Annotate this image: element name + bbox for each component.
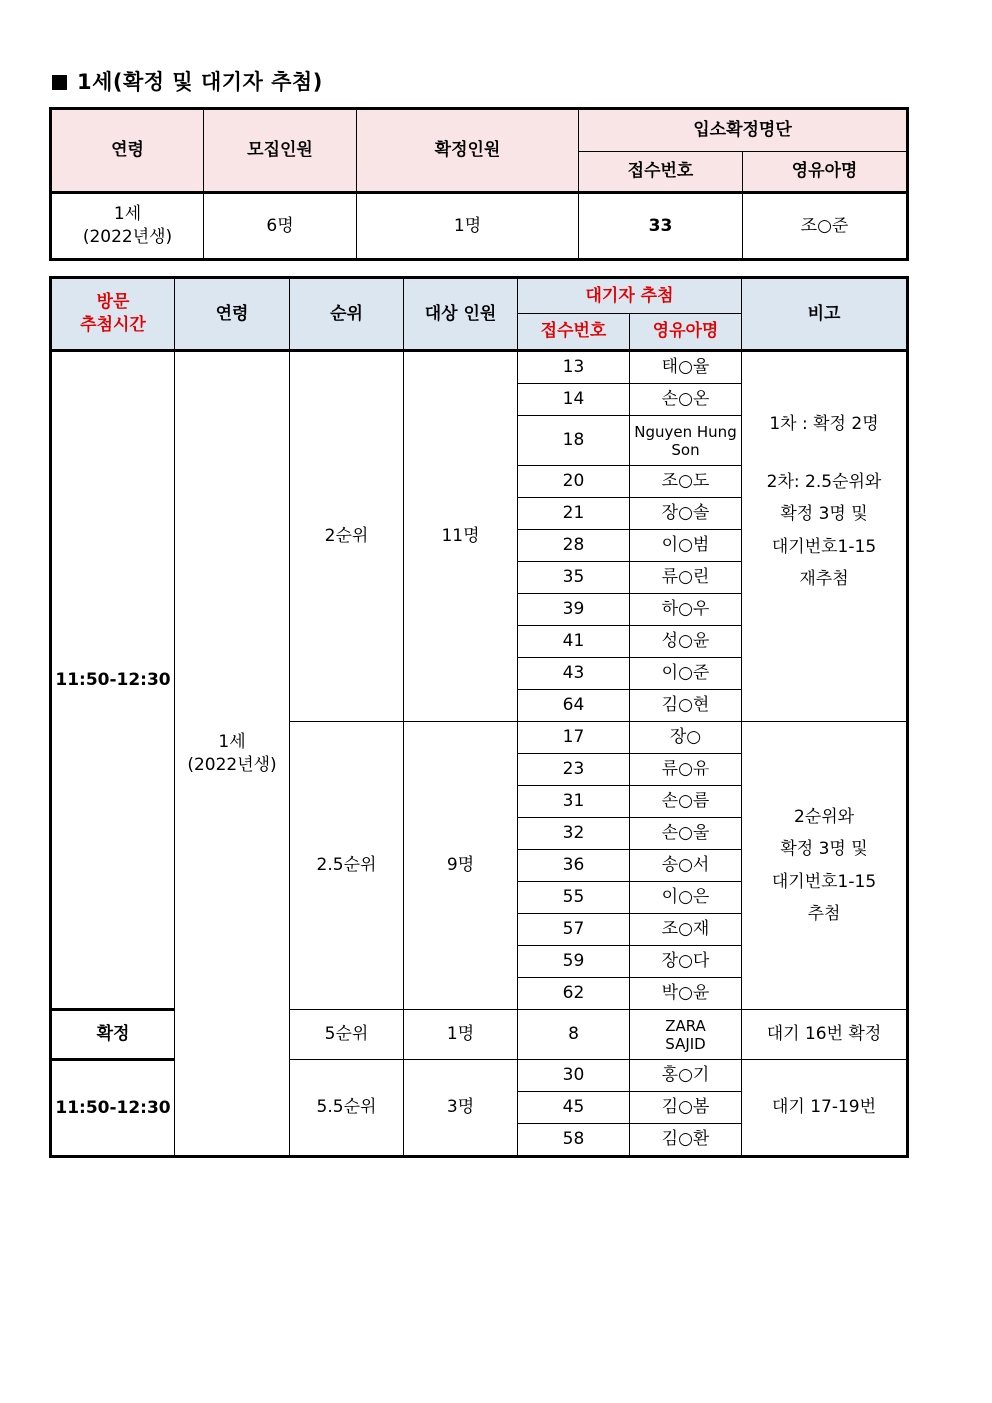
reg-no-cell: 18: [518, 416, 630, 466]
rank-cell: 2순위: [290, 351, 404, 722]
section-heading-text: 1세(확정 및 대기자 추첨): [77, 70, 323, 94]
visit-line2: 추첨시간: [80, 315, 146, 335]
target-cell: 1명: [404, 1010, 518, 1060]
header-admission-list: 입소확정명단: [579, 109, 908, 152]
reg-no-cell: 59: [518, 946, 630, 978]
reg-no-cell: 41: [518, 626, 630, 658]
child-cell: 류○린: [630, 562, 742, 594]
waitlist-draw-table: [49, 276, 909, 1158]
header-age: 연령: [51, 109, 204, 193]
admission-summary-table: [49, 107, 909, 261]
reg-no-cell: 28: [518, 530, 630, 562]
child-name-line2: SAJID: [665, 1034, 706, 1053]
note-line2: 확정 3명 및: [780, 839, 868, 860]
age-line1: 1세: [218, 731, 246, 752]
header-recruit: 모집인원: [204, 109, 357, 193]
child-cell: 성○윤: [630, 626, 742, 658]
reg-no-cell: 62: [518, 978, 630, 1010]
confirmed-cell: 1명: [357, 193, 579, 260]
header-visit-time: [51, 278, 175, 351]
rank-cell: 2.5순위: [290, 722, 404, 1010]
note-cell: 대기 17-19번: [742, 1060, 908, 1157]
header-child: 영유아명: [630, 314, 742, 351]
child-name-line1: ZARA: [665, 1016, 706, 1035]
child-cell: 김○현: [630, 690, 742, 722]
reg-no-cell: 31: [518, 786, 630, 818]
section-heading: [52, 66, 323, 96]
reg-no-cell: 57: [518, 914, 630, 946]
child-cell: 하○우: [630, 594, 742, 626]
child-cell: [630, 1010, 742, 1060]
visit-time-cell: 11:50-12:30: [51, 351, 175, 1010]
age-line2: (2022년생): [82, 227, 173, 247]
header-rank: 순위: [290, 278, 404, 351]
age-cell: [175, 351, 290, 1157]
child-cell: 이○범: [630, 530, 742, 562]
child-cell: 손○름: [630, 786, 742, 818]
reg-no-cell: 30: [518, 1060, 630, 1092]
visit-time-cell: 11:50-12:30: [51, 1060, 175, 1157]
child-cell: 손○온: [630, 384, 742, 416]
note-line2: 2차: 2.5순위와: [766, 472, 882, 493]
child-cell: 홍○기: [630, 1060, 742, 1092]
header-note: 비고: [742, 278, 908, 351]
note-cell: 대기 16번 확정: [742, 1010, 908, 1060]
child-cell: 김○봄: [630, 1092, 742, 1124]
note-cell: [742, 351, 908, 722]
note-cell: [742, 722, 908, 1010]
child-cell: 송○서: [630, 850, 742, 882]
reg-no-cell: 39: [518, 594, 630, 626]
reg-no-cell: 33: [579, 193, 743, 260]
child-cell: 장○솔: [630, 498, 742, 530]
child-cell: 류○유: [630, 754, 742, 786]
reg-no-cell: 45: [518, 1092, 630, 1124]
reg-no-cell: 58: [518, 1124, 630, 1157]
child-cell: 장○: [630, 722, 742, 754]
reg-no-cell: 17: [518, 722, 630, 754]
reg-no-cell: 8: [518, 1010, 630, 1060]
recruit-cell: 6명: [204, 193, 357, 260]
child-cell: 조○준: [743, 193, 908, 260]
note-line3: 확정 3명 및: [780, 504, 868, 525]
child-cell: 김○환: [630, 1124, 742, 1157]
header-reg-no: 접수번호: [518, 314, 630, 351]
age-line2: (2022년생): [187, 754, 277, 775]
age-cell: [51, 193, 204, 260]
header-confirmed: 확정인원: [357, 109, 579, 193]
reg-no-cell: 55: [518, 882, 630, 914]
header-reg-no: 접수번호: [579, 152, 743, 193]
reg-no-cell: 43: [518, 658, 630, 690]
square-bullet-icon: [52, 75, 67, 90]
child-cell: 태○율: [630, 351, 742, 384]
target-cell: 9명: [404, 722, 518, 1010]
rank-cell: 5.5순위: [290, 1060, 404, 1157]
reg-no-cell: 23: [518, 754, 630, 786]
header-age: 연령: [175, 278, 290, 351]
note-line1: 2순위와: [793, 806, 855, 827]
reg-no-cell: 20: [518, 466, 630, 498]
rank-cell: 5순위: [290, 1010, 404, 1060]
header-waitlist: 대기자 추첨: [518, 278, 742, 314]
child-cell: 손○울: [630, 818, 742, 850]
reg-no-cell: 36: [518, 850, 630, 882]
child-cell: 조○재: [630, 914, 742, 946]
note-line3: 대기번호1-15: [771, 871, 877, 892]
note-line5: 재추첨: [799, 568, 849, 589]
note-line4: 추첨: [807, 903, 841, 924]
header-child: 영유아명: [743, 152, 908, 193]
child-cell: 장○다: [630, 946, 742, 978]
confirm-label-cell: 확정: [51, 1010, 175, 1060]
reg-no-cell: 14: [518, 384, 630, 416]
child-cell: Nguyen Hung Son: [630, 416, 742, 466]
reg-no-cell: 21: [518, 498, 630, 530]
note-line1: 1차 : 확정 2명: [769, 413, 879, 434]
child-cell: 조○도: [630, 466, 742, 498]
child-cell: 박○윤: [630, 978, 742, 1010]
reg-no-cell: 64: [518, 690, 630, 722]
age-line1: 1세: [113, 204, 142, 225]
header-target: 대상 인원: [404, 278, 518, 351]
reg-no-cell: 13: [518, 351, 630, 384]
target-cell: 3명: [404, 1060, 518, 1157]
reg-no-cell: 32: [518, 818, 630, 850]
child-cell: 이○은: [630, 882, 742, 914]
child-cell: 이○준: [630, 658, 742, 690]
visit-line1: 방문: [96, 292, 130, 313]
note-line4: 대기번호1-15: [771, 536, 877, 557]
reg-no-cell: 35: [518, 562, 630, 594]
target-cell: 11명: [404, 351, 518, 722]
